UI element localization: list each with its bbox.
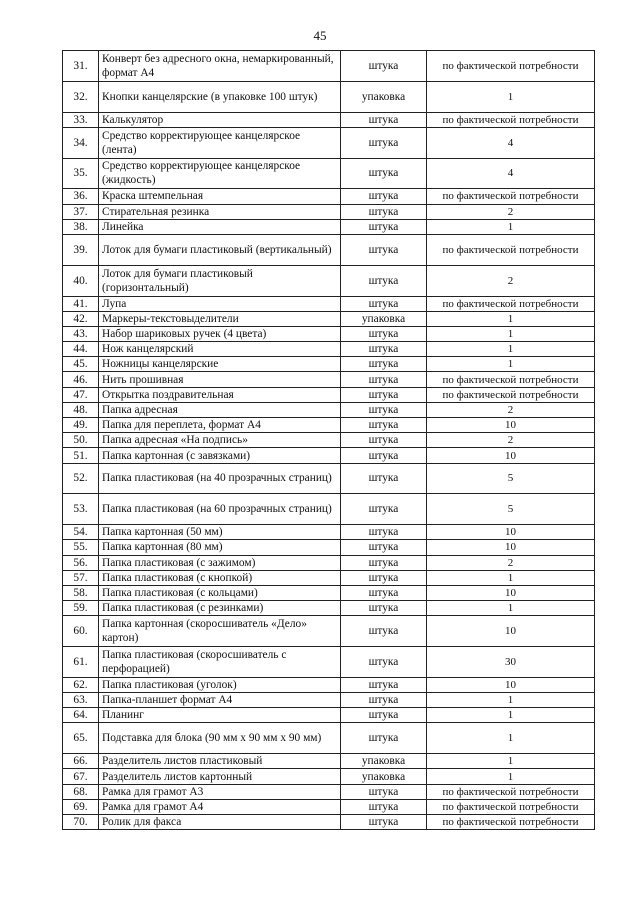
quantity-cell: 10 bbox=[427, 585, 595, 600]
item-name-cell: Лоток для бумаги пластиковый (горизонтальный) bbox=[99, 265, 341, 296]
table-row bbox=[63, 189, 595, 204]
item-name-cell: Рамка для грамот А3 bbox=[99, 784, 341, 799]
row-number-cell: 45. bbox=[63, 357, 99, 372]
table-row bbox=[63, 51, 595, 82]
row-number-cell: 34. bbox=[63, 127, 99, 158]
row-number-cell: 32. bbox=[63, 81, 99, 112]
quantity-cell: по фактической потребности bbox=[427, 815, 595, 830]
items-table bbox=[62, 50, 595, 830]
row-number-cell: 37. bbox=[63, 204, 99, 219]
item-name-cell: Краска штемпельная bbox=[99, 189, 341, 204]
quantity-cell: 10 bbox=[427, 677, 595, 692]
item-name-cell: Нить прошивная bbox=[99, 372, 341, 387]
item-name-cell: Папка-планшет формат А4 bbox=[99, 693, 341, 708]
row-number-cell: 57. bbox=[63, 570, 99, 585]
row-number-cell: 66. bbox=[63, 754, 99, 769]
table-row bbox=[63, 158, 595, 189]
quantity-cell: по фактической потребности bbox=[427, 799, 595, 814]
unit-cell: штука bbox=[341, 326, 427, 341]
quantity-cell: 2 bbox=[427, 265, 595, 296]
table-row bbox=[63, 342, 595, 357]
item-name-cell: Кнопки канцелярские (в упаковке 100 штук) bbox=[99, 81, 341, 112]
item-name-cell: Папка адресная «На подпись» bbox=[99, 433, 341, 448]
unit-cell: штука bbox=[341, 433, 427, 448]
item-name-cell: Стирательная резинка bbox=[99, 204, 341, 219]
row-number-cell: 68. bbox=[63, 784, 99, 799]
unit-cell: штука bbox=[341, 708, 427, 723]
unit-cell: штука bbox=[341, 357, 427, 372]
unit-cell: штука bbox=[341, 418, 427, 433]
quantity-cell: 1 bbox=[427, 708, 595, 723]
unit-cell: штука bbox=[341, 601, 427, 616]
table-row bbox=[63, 708, 595, 723]
table-row bbox=[63, 234, 595, 265]
item-name-cell: Лоток для бумаги пластиковый (вертикальный) bbox=[99, 234, 341, 265]
quantity-cell: 1 bbox=[427, 723, 595, 754]
table-row bbox=[63, 112, 595, 127]
item-name-cell: Маркеры-текстовыделители bbox=[99, 311, 341, 326]
table-row bbox=[63, 127, 595, 158]
unit-cell: штука bbox=[341, 204, 427, 219]
item-name-cell: Папка пластиковая (с зажимом) bbox=[99, 555, 341, 570]
item-name-cell: Папка картонная (с завязками) bbox=[99, 448, 341, 463]
row-number-cell: 50. bbox=[63, 433, 99, 448]
table-row bbox=[63, 693, 595, 708]
item-name-cell: Лупа bbox=[99, 296, 341, 311]
quantity-cell: по фактической потребности bbox=[427, 112, 595, 127]
unit-cell: штука bbox=[341, 448, 427, 463]
item-name-cell: Папка пластиковая (скоросшиватель с перфорацией) bbox=[99, 647, 341, 678]
table-row bbox=[63, 769, 595, 784]
unit-cell: штука bbox=[341, 647, 427, 678]
item-name-cell: Папка пластиковая (на 40 прозрачных страниц) bbox=[99, 463, 341, 494]
item-name-cell: Папка картонная (скоросшиватель «Дело» картон) bbox=[99, 616, 341, 647]
table-row bbox=[63, 616, 595, 647]
unit-cell: упаковка bbox=[341, 311, 427, 326]
quantity-cell: 1 bbox=[427, 693, 595, 708]
row-number-cell: 53. bbox=[63, 494, 99, 525]
row-number-cell: 43. bbox=[63, 326, 99, 341]
quantity-cell: 4 bbox=[427, 158, 595, 189]
row-number-cell: 51. bbox=[63, 448, 99, 463]
unit-cell: штука bbox=[341, 402, 427, 417]
item-name-cell: Открытка поздравительная bbox=[99, 387, 341, 402]
table-row bbox=[63, 219, 595, 234]
quantity-cell: 1 bbox=[427, 769, 595, 784]
item-name-cell: Рамка для грамот А4 bbox=[99, 799, 341, 814]
quantity-cell: по фактической потребности bbox=[427, 296, 595, 311]
quantity-cell: 5 bbox=[427, 494, 595, 525]
table-row bbox=[63, 540, 595, 555]
unit-cell: штука bbox=[341, 158, 427, 189]
item-name-cell: Папка картонная (50 мм) bbox=[99, 525, 341, 540]
unit-cell: штука bbox=[341, 555, 427, 570]
table-row bbox=[63, 601, 595, 616]
quantity-cell: 1 bbox=[427, 326, 595, 341]
row-number-cell: 40. bbox=[63, 265, 99, 296]
table-row bbox=[63, 357, 595, 372]
table-row bbox=[63, 311, 595, 326]
quantity-cell: 1 bbox=[427, 311, 595, 326]
quantity-cell: по фактической потребности bbox=[427, 51, 595, 82]
table-row bbox=[63, 265, 595, 296]
unit-cell: штука bbox=[341, 51, 427, 82]
row-number-cell: 52. bbox=[63, 463, 99, 494]
table-row bbox=[63, 372, 595, 387]
table-row bbox=[63, 723, 595, 754]
table-row bbox=[63, 296, 595, 311]
table-row bbox=[63, 463, 595, 494]
unit-cell: штука bbox=[341, 265, 427, 296]
row-number-cell: 70. bbox=[63, 815, 99, 830]
row-number-cell: 44. bbox=[63, 342, 99, 357]
quantity-cell: 5 bbox=[427, 463, 595, 494]
unit-cell: штука bbox=[341, 784, 427, 799]
quantity-cell: 30 bbox=[427, 647, 595, 678]
quantity-cell: 4 bbox=[427, 127, 595, 158]
table-row bbox=[63, 81, 595, 112]
unit-cell: штука bbox=[341, 112, 427, 127]
row-number-cell: 41. bbox=[63, 296, 99, 311]
unit-cell: штука bbox=[341, 219, 427, 234]
unit-cell: штука bbox=[341, 585, 427, 600]
table-row bbox=[63, 433, 595, 448]
item-name-cell: Набор шариковых ручек (4 цвета) bbox=[99, 326, 341, 341]
item-name-cell: Папка пластиковая (уголок) bbox=[99, 677, 341, 692]
item-name-cell: Папка пластиковая (с кольцами) bbox=[99, 585, 341, 600]
item-name-cell: Конверт без адресного окна, немаркированный, формат А4 bbox=[99, 51, 341, 82]
item-name-cell: Линейка bbox=[99, 219, 341, 234]
page-number: 45 bbox=[313, 28, 327, 43]
item-name-cell: Папка пластиковая (с кнопкой) bbox=[99, 570, 341, 585]
quantity-cell: 1 bbox=[427, 219, 595, 234]
item-name-cell: Папка пластиковая (на 60 прозрачных страниц) bbox=[99, 494, 341, 525]
quantity-cell: 1 bbox=[427, 754, 595, 769]
unit-cell: штука bbox=[341, 296, 427, 311]
unit-cell: штука bbox=[341, 723, 427, 754]
unit-cell: упаковка bbox=[341, 769, 427, 784]
quantity-cell: по фактической потребности bbox=[427, 372, 595, 387]
quantity-cell: по фактической потребности bbox=[427, 189, 595, 204]
quantity-cell: по фактической потребности bbox=[427, 234, 595, 265]
row-number-cell: 31. bbox=[63, 51, 99, 82]
unit-cell: штука bbox=[341, 570, 427, 585]
row-number-cell: 59. bbox=[63, 601, 99, 616]
row-number-cell: 33. bbox=[63, 112, 99, 127]
table-row bbox=[63, 326, 595, 341]
items-table-body bbox=[63, 51, 595, 830]
row-number-cell: 42. bbox=[63, 311, 99, 326]
item-name-cell: Нож канцелярский bbox=[99, 342, 341, 357]
unit-cell: штука bbox=[341, 342, 427, 357]
item-name-cell: Калькулятор bbox=[99, 112, 341, 127]
table-row bbox=[63, 402, 595, 417]
unit-cell: штука bbox=[341, 372, 427, 387]
unit-cell: штука bbox=[341, 387, 427, 402]
row-number-cell: 62. bbox=[63, 677, 99, 692]
quantity-cell: 1 bbox=[427, 570, 595, 585]
item-name-cell: Разделитель листов пластиковый bbox=[99, 754, 341, 769]
unit-cell: упаковка bbox=[341, 754, 427, 769]
unit-cell: штука bbox=[341, 189, 427, 204]
row-number-cell: 65. bbox=[63, 723, 99, 754]
quantity-cell: по фактической потребности bbox=[427, 784, 595, 799]
row-number-cell: 64. bbox=[63, 708, 99, 723]
quantity-cell: 10 bbox=[427, 525, 595, 540]
row-number-cell: 61. bbox=[63, 647, 99, 678]
row-number-cell: 48. bbox=[63, 402, 99, 417]
unit-cell: штука bbox=[341, 616, 427, 647]
item-name-cell: Средство корректирующее канцелярское (жидкость) bbox=[99, 158, 341, 189]
row-number-cell: 60. bbox=[63, 616, 99, 647]
quantity-cell: 10 bbox=[427, 448, 595, 463]
table-row bbox=[63, 418, 595, 433]
row-number-cell: 36. bbox=[63, 189, 99, 204]
table-row bbox=[63, 784, 595, 799]
item-name-cell: Папка для переплета, формат А4 bbox=[99, 418, 341, 433]
quantity-cell: 2 bbox=[427, 204, 595, 219]
item-name-cell: Ролик для факса bbox=[99, 815, 341, 830]
item-name-cell: Планинг bbox=[99, 708, 341, 723]
quantity-cell: 1 bbox=[427, 81, 595, 112]
quantity-cell: 2 bbox=[427, 555, 595, 570]
quantity-cell: 1 bbox=[427, 342, 595, 357]
row-number-cell: 55. bbox=[63, 540, 99, 555]
table-row bbox=[63, 448, 595, 463]
table-row bbox=[63, 387, 595, 402]
row-number-cell: 47. bbox=[63, 387, 99, 402]
item-name-cell: Разделитель листов картонный bbox=[99, 769, 341, 784]
table-row bbox=[63, 525, 595, 540]
row-number-cell: 39. bbox=[63, 234, 99, 265]
row-number-cell: 69. bbox=[63, 799, 99, 814]
quantity-cell: 1 bbox=[427, 601, 595, 616]
unit-cell: упаковка bbox=[341, 81, 427, 112]
table-row bbox=[63, 799, 595, 814]
row-number-cell: 63. bbox=[63, 693, 99, 708]
item-name-cell: Папка адресная bbox=[99, 402, 341, 417]
unit-cell: штука bbox=[341, 540, 427, 555]
quantity-cell: 10 bbox=[427, 616, 595, 647]
quantity-cell: 10 bbox=[427, 418, 595, 433]
table-row bbox=[63, 647, 595, 678]
quantity-cell: по фактической потребности bbox=[427, 387, 595, 402]
quantity-cell: 1 bbox=[427, 357, 595, 372]
unit-cell: штука bbox=[341, 693, 427, 708]
table-row bbox=[63, 815, 595, 830]
unit-cell: штука bbox=[341, 494, 427, 525]
row-number-cell: 54. bbox=[63, 525, 99, 540]
item-name-cell: Средство корректирующее канцелярское (лента) bbox=[99, 127, 341, 158]
table-row bbox=[63, 494, 595, 525]
row-number-cell: 58. bbox=[63, 585, 99, 600]
row-number-cell: 56. bbox=[63, 555, 99, 570]
table-row bbox=[63, 754, 595, 769]
unit-cell: штука bbox=[341, 525, 427, 540]
row-number-cell: 46. bbox=[63, 372, 99, 387]
item-name-cell: Папка пластиковая (с резинками) bbox=[99, 601, 341, 616]
row-number-cell: 35. bbox=[63, 158, 99, 189]
table-row bbox=[63, 204, 595, 219]
table-row bbox=[63, 555, 595, 570]
table-row bbox=[63, 570, 595, 585]
unit-cell: штука bbox=[341, 463, 427, 494]
table-row bbox=[63, 677, 595, 692]
row-number-cell: 49. bbox=[63, 418, 99, 433]
item-name-cell: Папка картонная (80 мм) bbox=[99, 540, 341, 555]
quantity-cell: 2 bbox=[427, 433, 595, 448]
unit-cell: штука bbox=[341, 677, 427, 692]
table-row bbox=[63, 585, 595, 600]
unit-cell: штука bbox=[341, 127, 427, 158]
item-name-cell: Подставка для блока (90 мм х 90 мм х 90 мм) bbox=[99, 723, 341, 754]
unit-cell: штука bbox=[341, 234, 427, 265]
unit-cell: штука bbox=[341, 799, 427, 814]
item-name-cell: Ножницы канцелярские bbox=[99, 357, 341, 372]
row-number-cell: 67. bbox=[63, 769, 99, 784]
quantity-cell: 2 bbox=[427, 402, 595, 417]
row-number-cell: 38. bbox=[63, 219, 99, 234]
quantity-cell: 10 bbox=[427, 540, 595, 555]
unit-cell: штука bbox=[341, 815, 427, 830]
